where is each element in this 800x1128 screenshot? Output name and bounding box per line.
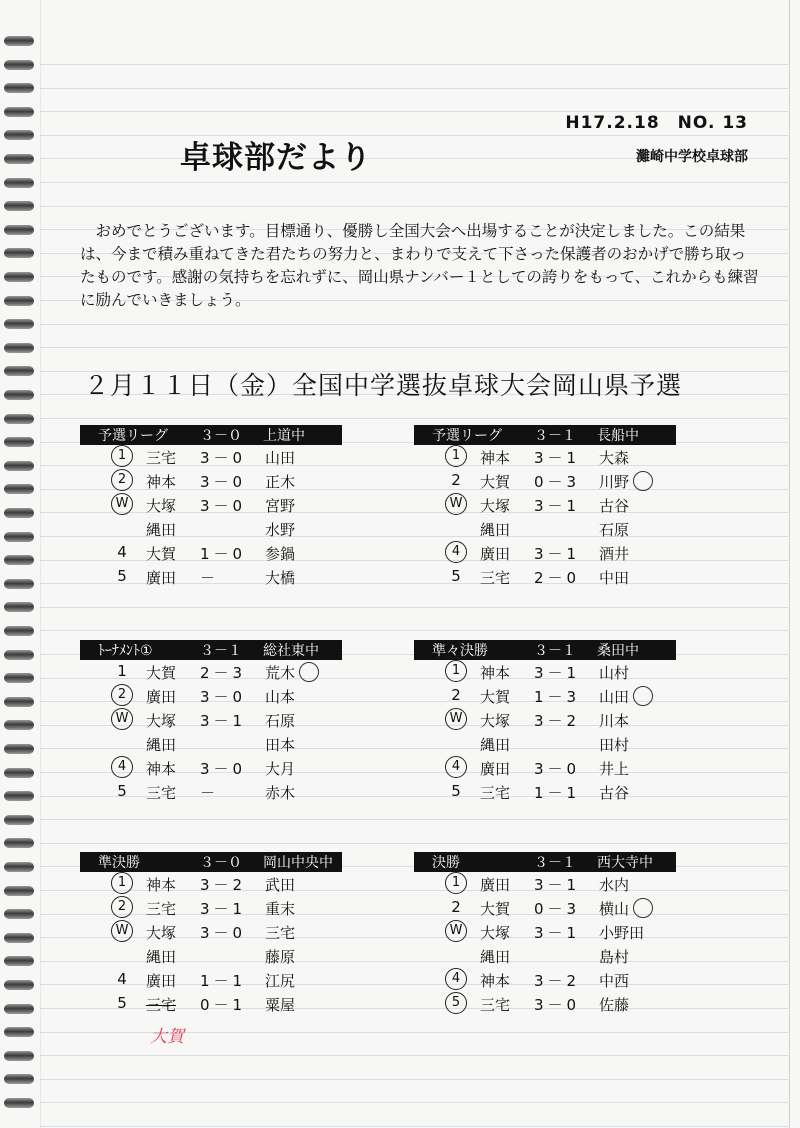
game-score: 1－1	[200, 972, 247, 990]
result-row	[414, 896, 676, 920]
ruled-line	[40, 347, 788, 348]
game-score: 3－2	[200, 876, 247, 894]
spiral-binding	[0, 0, 40, 1128]
ruled-line	[40, 135, 788, 136]
order-number: 2	[451, 471, 461, 489]
result-row	[414, 968, 676, 992]
ruled-line	[40, 1126, 788, 1127]
opponent-name: 小野田	[599, 924, 645, 942]
result-row	[80, 896, 342, 920]
game-score: 3－0	[200, 449, 247, 467]
player-name: 廣田	[480, 876, 511, 894]
opponent-name: 大森	[599, 449, 630, 467]
order-number-circled: W	[111, 920, 133, 942]
player-name: 廣田	[146, 569, 177, 587]
result-row	[414, 872, 676, 896]
opponent-name: 佐藤	[599, 996, 630, 1014]
match-score: ３－１	[534, 643, 576, 659]
opponent-name: 赤木	[265, 784, 296, 802]
order-number: 5	[117, 567, 127, 585]
result-row	[414, 944, 676, 968]
opponent-name: 川野	[599, 473, 630, 491]
ruled-line	[40, 324, 788, 325]
ring-icon	[4, 272, 34, 282]
school-club-name: 灘崎中学校卓球部	[636, 149, 748, 165]
opponent-name: 中田	[599, 569, 630, 587]
ring-icon	[4, 815, 34, 825]
ring-icon	[4, 555, 34, 565]
player-name: 廣田	[146, 688, 177, 706]
result-row	[414, 992, 676, 1016]
result-row	[414, 780, 676, 804]
match-score: ３－１	[534, 428, 576, 444]
game-score: 0－3	[534, 473, 581, 491]
result-row	[414, 469, 676, 493]
loss-mark-icon	[299, 662, 319, 682]
player-name: 神本	[480, 449, 511, 467]
opponent-name: 大橋	[265, 569, 296, 587]
game-score: 3－1	[534, 664, 581, 682]
opponent-name: 江尻	[265, 972, 296, 990]
player-name: 大塚	[146, 497, 177, 515]
opponent-name: 山田	[599, 688, 630, 706]
order-number-circled: W	[445, 493, 467, 515]
ruled-line	[40, 1102, 788, 1103]
opponent-name: 田本	[265, 736, 296, 754]
result-row	[414, 756, 676, 780]
player-name: 大賀	[146, 545, 177, 563]
result-row	[80, 732, 342, 756]
ring-icon	[4, 414, 34, 424]
game-score: 3－1	[534, 924, 581, 942]
player-name: 三宅	[480, 784, 511, 802]
handwritten-correction: 大賀	[150, 1027, 184, 1047]
game-score: 3－0	[200, 688, 247, 706]
match-opponent: 岡山中央中	[263, 855, 333, 871]
player-name: 大賀	[146, 664, 177, 682]
game-score: －	[200, 784, 220, 802]
player-name: 廣田	[480, 760, 511, 778]
ruled-line	[40, 88, 788, 89]
ring-icon	[4, 508, 34, 518]
ring-icon	[4, 1004, 34, 1014]
result-row	[80, 968, 342, 992]
ring-icon	[4, 484, 34, 494]
match-block	[414, 640, 676, 804]
player-name: 三宅	[146, 449, 177, 467]
player-name: 廣田	[480, 545, 511, 563]
result-row	[80, 469, 342, 493]
game-score: 3－2	[534, 712, 581, 730]
ring-icon	[4, 461, 34, 471]
result-row	[80, 992, 342, 1016]
ring-icon	[4, 1074, 34, 1084]
order-number: 5	[117, 994, 127, 1012]
opponent-name: 重末	[265, 900, 296, 918]
result-row	[414, 708, 676, 732]
match-block	[414, 852, 676, 1016]
game-score: 3－1	[534, 449, 581, 467]
match-opponent: 上道中	[263, 428, 305, 444]
game-score: 3－0	[200, 760, 247, 778]
ruled-line	[40, 418, 788, 419]
ring-icon	[4, 390, 34, 400]
opponent-name: 島村	[599, 948, 630, 966]
order-number: 5	[451, 567, 461, 585]
order-number-circled: 1	[445, 660, 467, 682]
player-name: 三宅	[146, 784, 177, 802]
ruled-line	[40, 607, 788, 608]
match-opponent: 桑田中	[597, 643, 639, 659]
player-name: 大塚	[480, 924, 511, 942]
match-header	[414, 852, 676, 872]
player-name: 縄田	[480, 948, 511, 966]
match-opponent: 総社東中	[263, 643, 319, 659]
order-number-circled: 1	[111, 445, 133, 467]
player-name: 縄田	[146, 948, 177, 966]
ring-icon	[4, 886, 34, 896]
game-score: 2－3	[200, 664, 247, 682]
match-round: 準決勝	[98, 855, 140, 871]
result-row	[414, 493, 676, 517]
match-round: 準々決勝	[432, 643, 488, 659]
opponent-name: 山本	[265, 688, 296, 706]
order-number-circled: W	[111, 708, 133, 730]
result-row	[414, 920, 676, 944]
opponent-name: 宮野	[265, 497, 296, 515]
order-number: 2	[451, 686, 461, 704]
player-name: 神本	[146, 876, 177, 894]
ring-icon	[4, 1027, 34, 1037]
game-score: 3－0	[534, 996, 581, 1014]
opponent-name: 石原	[599, 521, 630, 539]
match-header	[80, 640, 342, 660]
opponent-name: 荒木	[265, 664, 296, 682]
match-block	[80, 425, 342, 589]
game-score: 3－0	[200, 473, 247, 491]
order-number: 2	[451, 898, 461, 916]
opponent-name: 横山	[599, 900, 630, 918]
order-number-circled: 1	[445, 445, 467, 467]
player-name: 縄田	[480, 521, 511, 539]
game-score: 3－0	[200, 497, 247, 515]
ring-icon	[4, 579, 34, 589]
match-opponent: 西大寺中	[597, 855, 653, 871]
match-header	[414, 425, 676, 445]
ring-icon	[4, 602, 34, 612]
ring-icon	[4, 838, 34, 848]
result-row	[80, 445, 342, 469]
match-opponent: 長船中	[597, 428, 639, 444]
match-score: ３－１	[200, 643, 242, 659]
ring-icon	[4, 154, 34, 164]
player-name: 神本	[146, 473, 177, 491]
result-row	[80, 660, 342, 684]
result-row	[80, 684, 342, 708]
ring-icon	[4, 107, 34, 117]
ruled-line	[40, 206, 788, 207]
order-number-circled: 2	[111, 896, 133, 918]
loss-mark-icon	[633, 471, 653, 491]
ring-icon	[4, 720, 34, 730]
player-name: 三宅	[146, 996, 177, 1014]
match-score: ３－０	[200, 428, 242, 444]
player-name: 三宅	[480, 569, 511, 587]
opponent-name: 石原	[265, 712, 296, 730]
order-number-circled: 4	[445, 968, 467, 990]
order-number-circled: 1	[111, 872, 133, 894]
ruled-line	[40, 843, 788, 844]
player-name: 大塚	[480, 497, 511, 515]
ring-icon	[4, 296, 34, 306]
game-score: 1－1	[534, 784, 581, 802]
result-row	[80, 517, 342, 541]
match-score: ３－０	[200, 855, 242, 871]
match-round: 予選リーグ	[98, 428, 168, 444]
opponent-name: 山田	[265, 449, 296, 467]
player-name: 神本	[480, 972, 511, 990]
match-header	[80, 425, 342, 445]
ring-icon	[4, 60, 34, 70]
ring-icon	[4, 650, 34, 660]
order-number: 1	[117, 662, 127, 680]
opponent-name: 三宅	[265, 924, 296, 942]
ring-icon	[4, 36, 34, 46]
game-score: 3－1	[534, 497, 581, 515]
result-row	[414, 732, 676, 756]
game-score: 1－3	[534, 688, 581, 706]
loss-mark-icon	[633, 686, 653, 706]
result-row	[80, 920, 342, 944]
order-number-circled: 4	[445, 541, 467, 563]
game-score: 3－1	[200, 900, 247, 918]
opponent-name: 古谷	[599, 497, 630, 515]
ring-icon	[4, 201, 34, 211]
opponent-name: 参鍋	[265, 545, 296, 563]
opponent-name: 大月	[265, 760, 296, 778]
opponent-name: 粟屋	[265, 996, 296, 1014]
game-score: 3－1	[200, 712, 247, 730]
ruled-line	[40, 64, 788, 65]
match-score: ３－１	[534, 855, 576, 871]
game-score: 3－1	[534, 876, 581, 894]
ring-icon	[4, 83, 34, 93]
ring-icon	[4, 980, 34, 990]
ring-icon	[4, 768, 34, 778]
player-name: 三宅	[146, 900, 177, 918]
order-number-circled: 2	[111, 684, 133, 706]
ring-icon	[4, 437, 34, 447]
ring-icon	[4, 909, 34, 919]
match-block	[414, 425, 676, 589]
player-name: 大賀	[480, 688, 511, 706]
ruled-line	[40, 182, 788, 183]
event-heading: ２月１１日（金）全国中学選抜卓球大会岡山県予選	[84, 371, 683, 400]
ring-icon	[4, 673, 34, 683]
ring-icon	[4, 1098, 34, 1108]
opponent-name: 水内	[599, 876, 630, 894]
ring-icon	[4, 178, 34, 188]
match-block	[80, 640, 342, 804]
result-row	[414, 660, 676, 684]
order-number-circled: W	[445, 920, 467, 942]
ring-icon	[4, 626, 34, 636]
player-name: 神本	[146, 760, 177, 778]
match-header	[80, 852, 342, 872]
order-number-circled: 1	[445, 872, 467, 894]
game-score: 1－0	[200, 545, 247, 563]
ruled-line	[40, 630, 788, 631]
result-row	[414, 565, 676, 589]
player-name: 大賀	[480, 473, 511, 491]
match-round: 決勝	[432, 855, 460, 871]
player-name: 大賀	[480, 900, 511, 918]
game-score: 3－1	[534, 545, 581, 563]
result-row	[80, 708, 342, 732]
loss-mark-icon	[633, 898, 653, 918]
result-row	[80, 565, 342, 589]
result-row	[414, 445, 676, 469]
game-score: 0－1	[200, 996, 247, 1014]
opponent-name: 武田	[265, 876, 296, 894]
order-number-circled: 2	[111, 469, 133, 491]
order-number-circled: W	[111, 493, 133, 515]
ring-icon	[4, 1051, 34, 1061]
ring-icon	[4, 933, 34, 943]
result-row	[414, 517, 676, 541]
ring-icon	[4, 862, 34, 872]
result-row	[414, 541, 676, 565]
ruled-line	[40, 1079, 788, 1080]
ring-icon	[4, 319, 34, 329]
match-block	[80, 852, 342, 1016]
order-number-circled: W	[445, 708, 467, 730]
game-score: 2－0	[534, 569, 581, 587]
ring-icon	[4, 248, 34, 258]
player-name: 三宅	[480, 996, 511, 1014]
opponent-name: 中西	[599, 972, 630, 990]
ring-icon	[4, 366, 34, 376]
opponent-name: 酒井	[599, 545, 630, 563]
player-name: 大塚	[146, 712, 177, 730]
result-row	[80, 493, 342, 517]
ring-icon	[4, 532, 34, 542]
order-number-circled: 5	[445, 992, 467, 1014]
issue-date-number: H17.2.18 NO. 13	[565, 113, 748, 133]
opponent-name: 正木	[265, 473, 296, 491]
result-row	[80, 872, 342, 896]
player-name: 縄田	[146, 521, 177, 539]
order-number: 5	[451, 782, 461, 800]
result-row	[80, 541, 342, 565]
opponent-name: 藤原	[265, 948, 296, 966]
opponent-name: 水野	[265, 521, 296, 539]
result-row	[414, 684, 676, 708]
opponent-name: 井上	[599, 760, 630, 778]
game-score: 0－3	[534, 900, 581, 918]
opponent-name: 田村	[599, 736, 630, 754]
order-number-circled: 4	[111, 756, 133, 778]
result-row	[80, 944, 342, 968]
game-score: －	[200, 569, 220, 587]
ring-icon	[4, 697, 34, 707]
ring-icon	[4, 791, 34, 801]
game-score: 3－0	[200, 924, 247, 942]
page-edge	[789, 0, 790, 1128]
ring-icon	[4, 744, 34, 754]
opponent-name: 川本	[599, 712, 630, 730]
player-name: 縄田	[146, 736, 177, 754]
newsletter-title: 卓球部だより	[180, 140, 372, 176]
opponent-name: 山村	[599, 664, 630, 682]
player-name: 神本	[480, 664, 511, 682]
opponent-name: 古谷	[599, 784, 630, 802]
player-name: 大塚	[480, 712, 511, 730]
order-number: 5	[117, 782, 127, 800]
result-row	[80, 780, 342, 804]
game-score: 3－0	[534, 760, 581, 778]
ruled-line	[40, 819, 788, 820]
ring-icon	[4, 130, 34, 140]
ruled-line	[40, 1055, 788, 1056]
game-score: 3－2	[534, 972, 581, 990]
margin-line	[40, 0, 41, 1128]
player-name: 大塚	[146, 924, 177, 942]
ring-icon	[4, 343, 34, 353]
order-number: 4	[117, 543, 127, 561]
ring-icon	[4, 225, 34, 235]
ring-icon	[4, 956, 34, 966]
match-round: 予選リーグ	[432, 428, 502, 444]
order-number-circled: 4	[445, 756, 467, 778]
match-header	[414, 640, 676, 660]
order-number: 4	[117, 970, 127, 988]
result-row	[80, 756, 342, 780]
intro-paragraph: おめでとうございます。目標通り、優勝し全国大会へ出場することが決定しました。この結果は、今まで積み重ねてきた君たちの努力と、まわりで支えて下さった保護者のおかげで勝ち取ったものです。感謝の気持ちを忘れずに、岡山県ナンバー１としての誇りをもって、これからも練習に励んでいきましょう。	[80, 222, 759, 309]
match-round: ﾄｰﾅﾒﾝﾄ①	[98, 643, 153, 659]
player-name: 縄田	[480, 736, 511, 754]
player-name: 廣田	[146, 972, 177, 990]
